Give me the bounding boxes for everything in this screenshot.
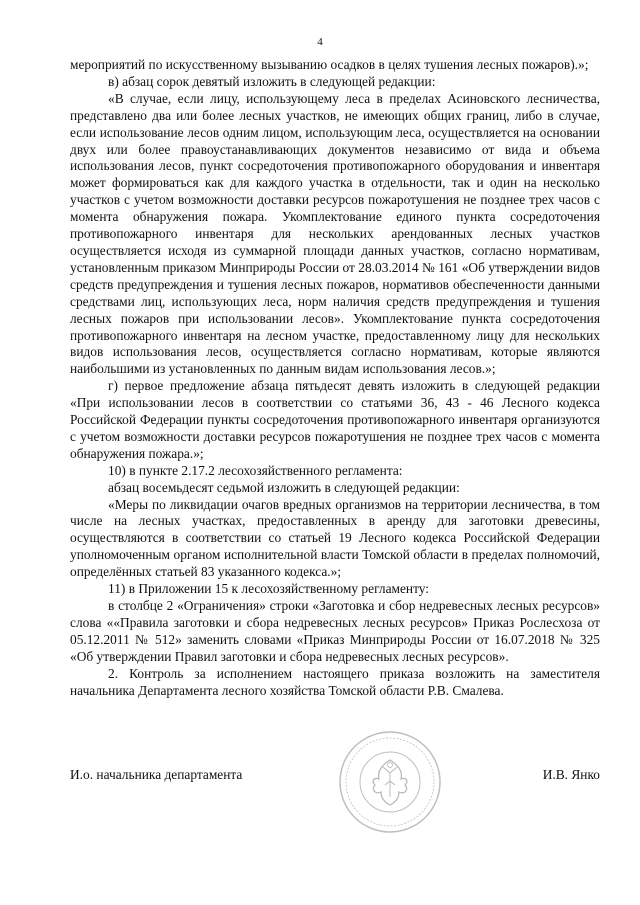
paragraph-column-2: в столбце 2 «Ограничения» строки «Заготовка и сбор недревесных лесных ресурсов» слова ««Правила заготовки и сбора недревесных лесных ресурсов» Приказ Рослесхоза от 05.12.2011 № 512» заменить словами «Приказ Минприроды России от 16.07.2018 № 325 «Об утверждении Правил заготовки и сбора недревесных лесных ресурсов». <box>70 598 600 664</box>
document-body <box>70 57 600 699</box>
paragraph-quote-asino: «В случае, если лицу, использующему леса в пределах Асиновского лесничества, представлено два или более лесных участков, не имеющих общих границ, либо в случае, если использование лесов одним лицом, использующим леса, осуществляется на основании двух или более правоустанавливающих документов независимо от вида и объема использования лесов, пункт сосредоточения противопожарного оборудования и инвентаря может формироваться как для каждого участка в отдельности, так и один на несколько участков с учетом возможности доставки ресурсов пожаротушения не позднее трех часов с момента обнаружения пожара. Укомплектование единого пункта сосредоточения противопожарного инвентаря для нескольких арендованных лесных участков осуществляется исходя из суммарной площади данных участков, согласно нормативам, установленным приказом Минприроды России от 28.03.2014 № 161 «Об утверждении видов средств предупреждения и тушения лесных пожаров, нормативов обеспеченности данными средствами лиц, использующих леса, норм наличия средств предупреждения и тушения лесных пожаров при использовании лесов». Укомплектование пункта сосредоточения противопожарного инвентаря на лесном участке, предоставленному лицу для нескольких видов использования лесов, осуществляется согласно нормативам, которые являются наибольшими из установленных по данным видам использования лесов.»; <box>70 90 600 377</box>
paragraph-control: 2. Контроль за исполнением настоящего приказа возложить на заместителя начальника Департамента лесного хозяйства Томской области Р.В. Смалева. <box>70 665 600 698</box>
paragraph-continuation: мероприятий по искусственному вызыванию осадков в целях тушения лесных пожаров).»; <box>70 57 589 72</box>
signatory-name: И.В. Янко <box>542 767 600 782</box>
paragraph-item-g: г) первое предложение абзаца пятьдесят девять изложить в следующей редакции «При использовании лесов в соответствии со статьями 36, 43 - 46 Лесного кодекса Российской Федерации пункты сосредоточения противопожарного инвентаря организуются с учетом возможности доставки ресурсов пожаротушения не позднее трех часов с момента обнаружения пожара.»; <box>70 378 600 461</box>
page-number: 4 <box>317 36 323 48</box>
paragraph-item-v: в) абзац сорок девятый изложить в следующей редакции: <box>108 73 436 89</box>
signature-block <box>70 767 600 787</box>
paragraph-item-11: 11) в Приложении 15 к лесохозяйственному регламенту: <box>108 581 430 597</box>
paragraph-quote-pests: «Меры по ликвидации очагов вредных организмов на территории лесничества, в том числе на лесных участках, предоставленных в аренду для заготовки древесины, осуществляются в соответствии со статьей 19 Лесного кодекса Российской Федерации уполномоченным органом исполнительной власти Томской области в пределах полномочий, определённых статьей 83 указанного кодекса.»; <box>70 496 600 580</box>
paragraph-abzac-87: абзац восемьдесят седьмой изложить в следующей редакции: <box>108 479 460 495</box>
signatory-title: И.о. начальника департамента <box>70 767 243 782</box>
paragraph-item-10: 10) в пункте 2.17.2 лесохозяйственного регламента: <box>108 462 403 478</box>
